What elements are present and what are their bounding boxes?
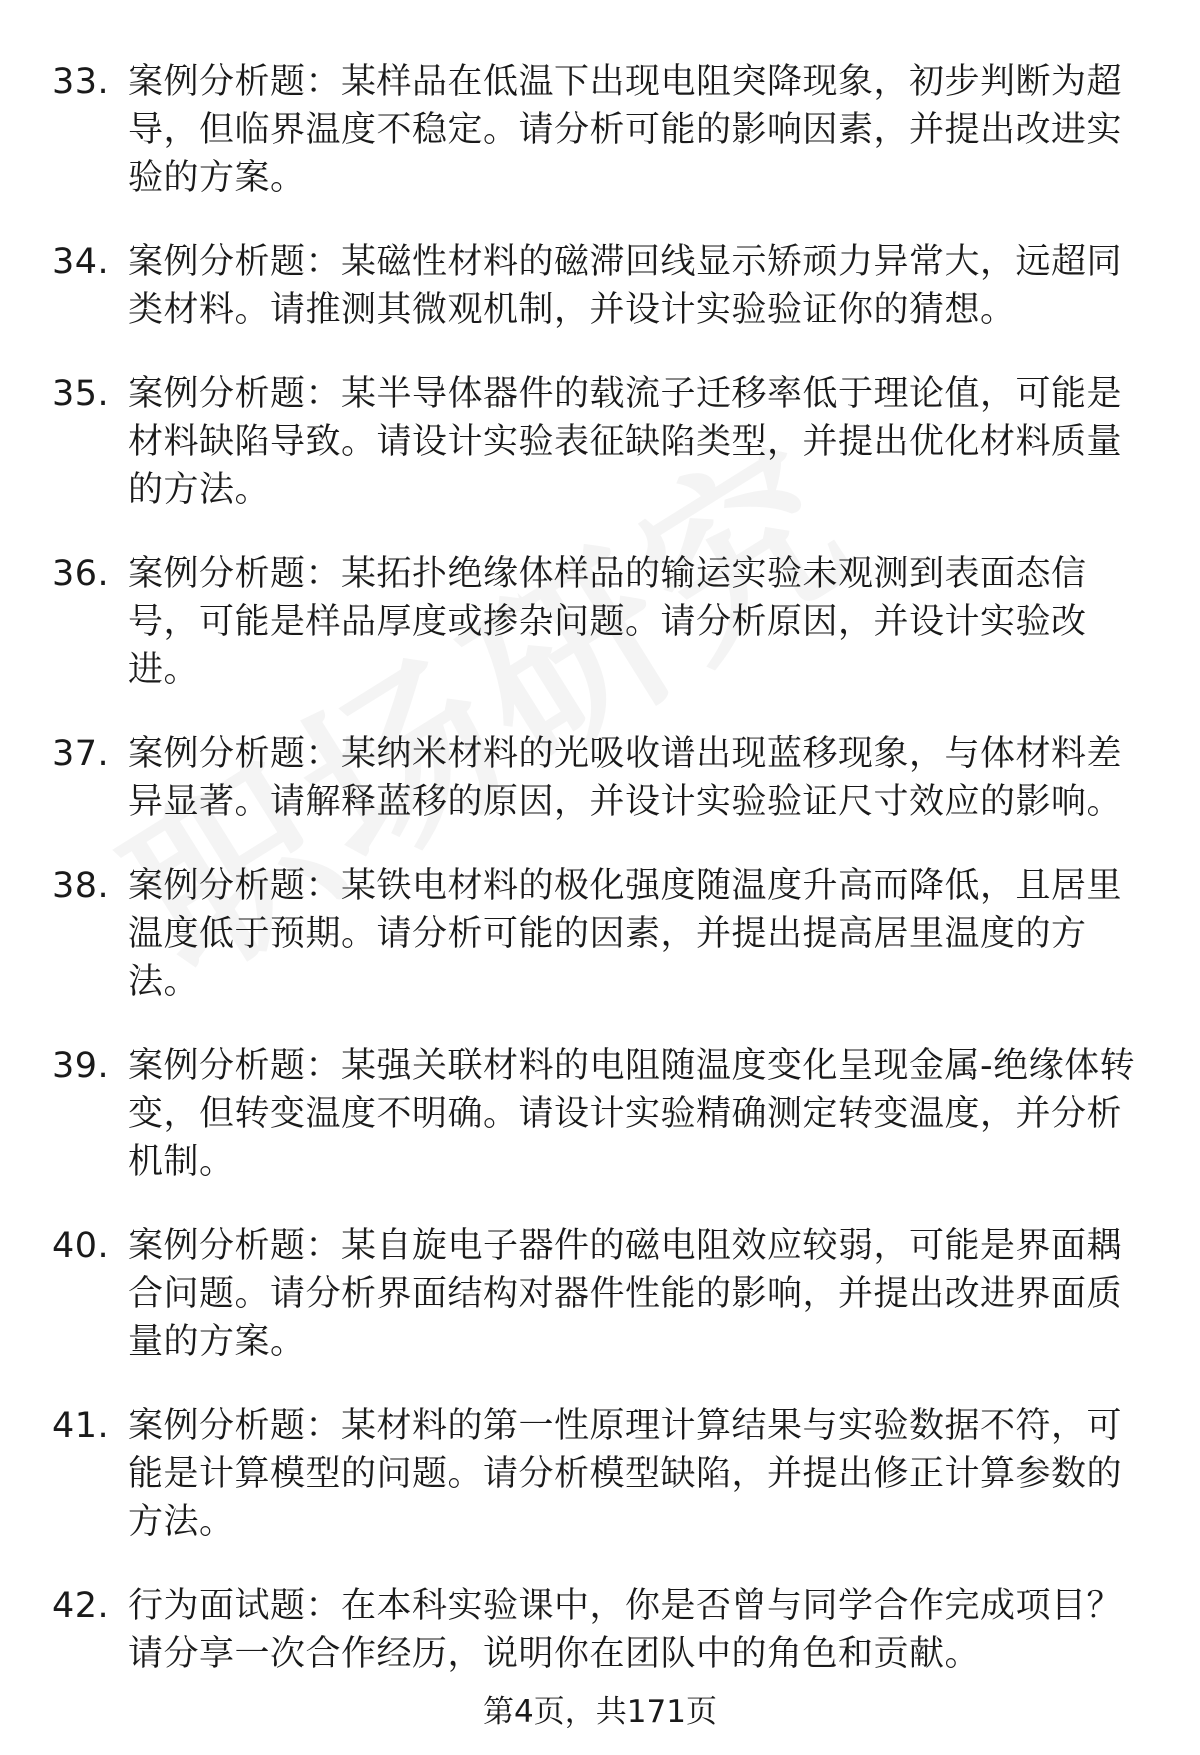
question-item-41 (52, 1402, 1152, 1546)
question-item-35 (52, 370, 1152, 514)
question-list (52, 58, 1152, 1714)
question-item-33 (52, 58, 1152, 202)
question-text: 案例分析题：某样品在低温下出现电阻突降现象，初步判断为超导，但临界温度不稳定。请分析可能的影响因素，并提出改进实验的方案。 (128, 62, 1123, 198)
question-number: 40. (52, 1226, 110, 1266)
question-text: 案例分析题：某纳米材料的光吸收谱出现蓝移现象，与体材料差异显著。请解释蓝移的原因，并设计实验验证尺寸效应的影响。 (128, 734, 1123, 822)
question-item-37 (52, 730, 1152, 826)
question-item-36 (52, 550, 1152, 694)
question-item-38 (52, 862, 1152, 1006)
question-text: 案例分析题：某自旋电子器件的磁电阻效应较弱，可能是界面耦合问题。请分析界面结构对器件性能的影响，并提出改进界面质量的方案。 (128, 1226, 1123, 1362)
question-text: 案例分析题：某半导体器件的载流子迁移率低于理论值，可能是材料缺陷导致。请设计实验表征缺陷类型，并提出优化材料质量的方法。 (128, 374, 1123, 510)
page-footer: 第4页，共171页 (483, 1694, 717, 1730)
question-item-42 (52, 1582, 1152, 1678)
question-item-34 (52, 238, 1152, 334)
question-item-40 (52, 1222, 1152, 1366)
question-text: 案例分析题：某材料的第一性原理计算结果与实验数据不符，可能是计算模型的问题。请分析模型缺陷，并提出修正计算参数的方法。 (128, 1406, 1123, 1542)
question-number: 37. (52, 734, 110, 774)
question-text: 案例分析题：某磁性材料的磁滞回线显示矫顽力异常大，远超同类材料。请推测其微观机制，并设计实验验证你的猜想。 (128, 242, 1123, 330)
question-number: 39. (52, 1046, 110, 1086)
question-item-39 (52, 1042, 1152, 1186)
question-number: 36. (52, 554, 110, 594)
question-number: 41. (52, 1406, 110, 1446)
question-number: 42. (52, 1586, 110, 1626)
question-number: 35. (52, 374, 110, 414)
question-number: 38. (52, 866, 110, 906)
question-text: 行为面试题：在本科实验课中，你是否曾与同学合作完成项目？请分享一次合作经历，说明你在团队中的角色和贡献。 (128, 1586, 1123, 1674)
question-number: 34. (52, 242, 110, 282)
question-text: 案例分析题：某强关联材料的电阻随温度变化呈现金属-绝缘体转变，但转变温度不明确。请设计实验精确测定转变温度，并分析机制。 (128, 1046, 1136, 1182)
question-number: 33. (52, 62, 110, 102)
question-text: 案例分析题：某拓扑绝缘体样品的输运实验未观测到表面态信号，可能是样品厚度或掺杂问题。请分析原因，并设计实验改进。 (128, 554, 1087, 690)
question-text: 案例分析题：某铁电材料的极化强度随温度升高而降低，且居里温度低于预期。请分析可能的因素，并提出提高居里温度的方法。 (128, 866, 1123, 1002)
